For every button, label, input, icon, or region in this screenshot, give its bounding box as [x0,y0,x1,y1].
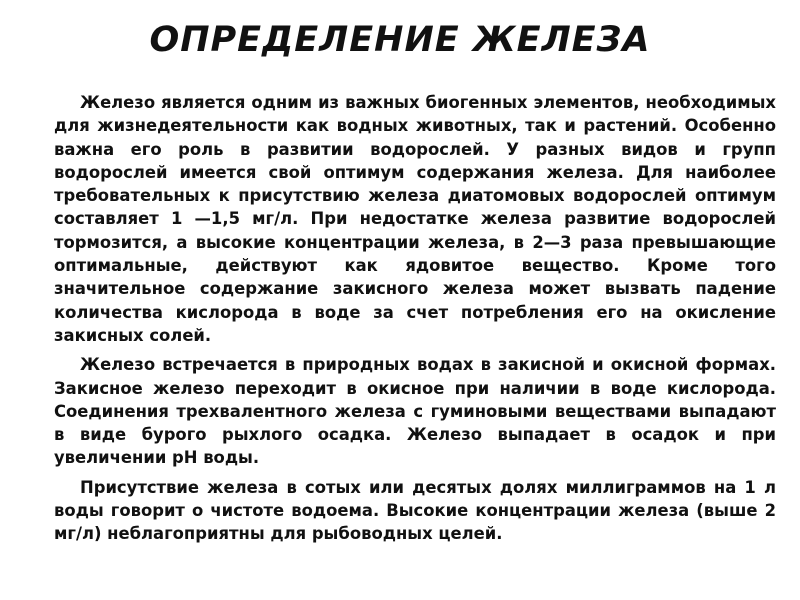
body-paragraph: Присутствие железа в сотых или десятых долях миллиграммов на 1 л воды говорит о чистоте водоема. Высокие концентрации железа (выше 2 мг/л) неблагоприятны для рыбоводных целей. [54,477,776,544]
body-paragraph: Железо является одним из важных биогенных элементов, необходимых для жизнедеятельности как водных животных, так и растений. Особенно важна его роль в развитии водорослей. У разных видов и групп водорослей имеется свой оптимум содержания железа. Для наиболее требовательных к присутствию железа диатомовых водорослей оптимум составляет 1 —1,5 мг/л. При недостатке железа развитие водорослей тормозится, а высокие концентрации железа, в 2—3 раза превышающие оптимальные, действуют как ядовитое вещество. Кроме того значительное содержание закисного железа может вызвать падение количества кислорода в воде за счет потребления его на окисление закисных солей. [54,93,776,345]
body-paragraph: Железо встречается в природных водах в закисной и окисной формах. Закисное железо переходит в окисное при наличии в воде кислорода. Соединения трехвалентного железа с гуминовыми веществами выпадают в виде бурого рыхлого осадка. Железо выпадает в осадок и при увеличении pH воды. [54,355,776,468]
slide-body [54,91,776,546]
slide-title: ОПРЕДЕЛЕНИЕ ЖЕЛЕЗА [149,20,651,60]
